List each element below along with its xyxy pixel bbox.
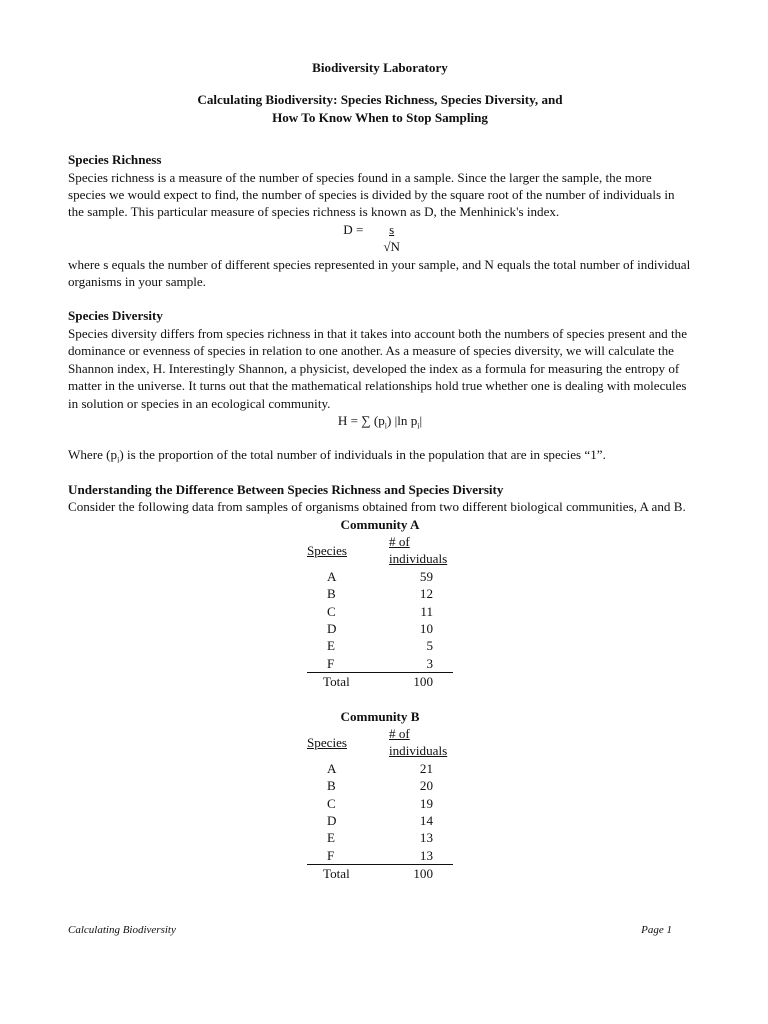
species-cell: F [307,655,383,673]
heading-difference: Understanding the Difference Between Species Richness and Species Diversity [68,481,504,497]
menhinick-formula [68,221,692,256]
count-cell: 59 [419,568,433,584]
shannon-formula-part: H = ∑ (p [337,412,385,428]
count-cell: 3 [383,655,453,673]
formula-lhs: D = [343,221,367,237]
species-cell: E [327,830,335,846]
shannon-formula-part: | [419,412,423,428]
table-row [307,829,453,846]
footer-title: Calculating Biodiversity [68,924,176,936]
col-species: Species [307,542,347,558]
shannon-subscript: i [384,421,387,431]
table-row [307,777,453,794]
difference-paragraph: Consider the following data from samples of organisms obtained from two different biological communities, A and B. [68,499,686,515]
species-cell: B [327,778,336,794]
species-cell: C [327,603,336,619]
richness-paragraph: Species richness is a measure of the number of species found in a sample. Since the larger the sample, the more species we would expect to find, the number of species is divided by the square root of the number of individuals in the sample. This particular measure of species richness is known as D, the Menhinick's index. [68,169,675,220]
table-row [307,760,453,777]
count-cell: 13 [419,830,433,846]
species-cell: D [327,620,337,636]
table-row [307,795,453,812]
table-row [307,637,453,654]
community-a-table [307,533,453,691]
formula-fraction [367,221,417,256]
species-cell: A [327,760,337,776]
document-subtitle [68,91,692,126]
table-row [307,585,453,602]
definition-part: Where (p [68,447,118,463]
table-row [307,847,453,865]
table-row [307,655,453,673]
heading-species-diversity: Species Diversity [68,308,163,324]
definition-part: ) is the proportion of the total number of individuals in the population that are in species “1”. [119,447,606,463]
total-label: Total [323,866,350,882]
community-b-table [307,725,453,883]
species-cell: D [327,813,337,829]
species-cell: C [327,795,336,811]
col-count: # of individuals [389,726,448,759]
subtitle-line-1: Calculating Biodiversity: Species Richness, Species Diversity, and [197,92,563,108]
count-cell: 10 [419,620,433,636]
species-cell: F [307,847,383,865]
diversity-paragraph: Species diversity differs from species richness in that it takes into account both the numbers of species present and the dominance or evenness of species in relation to one another. As a measure of species diversity, we will calculate the Shannon index, H. Interestingly Shannon, a physicist, developed the index as a formula for measuring the entropy of matter in the universe. It turns out that the mathematical relationships hold true whether one is dealing with molecules in solution or species in an ecological community. [68,325,687,411]
community-a-title: Community A [340,516,420,532]
subtitle-line-2: How To Know When to Stop Sampling [272,109,488,125]
total-row [307,673,453,691]
formula-denominator: √N [383,239,401,255]
richness-definition-paragraph: where s equals the number of different species represented in your sample, and N equals the total number of individual organisms in your sample. [68,256,691,290]
species-cell: B [327,586,336,602]
count-cell: 14 [419,813,433,829]
table-header-row [307,533,453,568]
col-count: # of individuals [389,533,448,567]
table-row [307,603,453,620]
table-row [307,620,453,637]
total-label: Total [323,674,350,690]
species-cell: E [327,638,335,654]
table-row [307,568,453,585]
total-value: 100 [413,674,433,690]
definition-subscript: i [117,455,120,465]
total-row [307,865,453,883]
page-footer [68,924,672,936]
shannon-formula-part: ) |ln p [387,412,418,428]
count-cell: 12 [419,586,433,602]
table-header-row [307,725,453,760]
shannon-subscript: i [417,421,420,431]
document-title: Biodiversity Laboratory [312,60,448,75]
count-cell: 20 [419,778,433,794]
shannon-definition [68,446,692,463]
shannon-formula [68,412,692,429]
count-cell: 21 [419,760,433,776]
total-value: 100 [413,866,433,882]
table-row [307,812,453,829]
heading-species-richness: Species Richness [68,152,162,168]
count-cell: 11 [420,603,433,619]
document-page [68,59,692,883]
col-species: Species [307,734,347,750]
formula-numerator: s [389,221,395,237]
species-cell: A [327,568,337,584]
footer-page-number: Page 1 [641,924,672,936]
count-cell: 5 [426,638,433,654]
count-cell: 19 [419,795,433,811]
community-b-title: Community B [340,708,420,724]
count-cell: 13 [383,847,453,865]
